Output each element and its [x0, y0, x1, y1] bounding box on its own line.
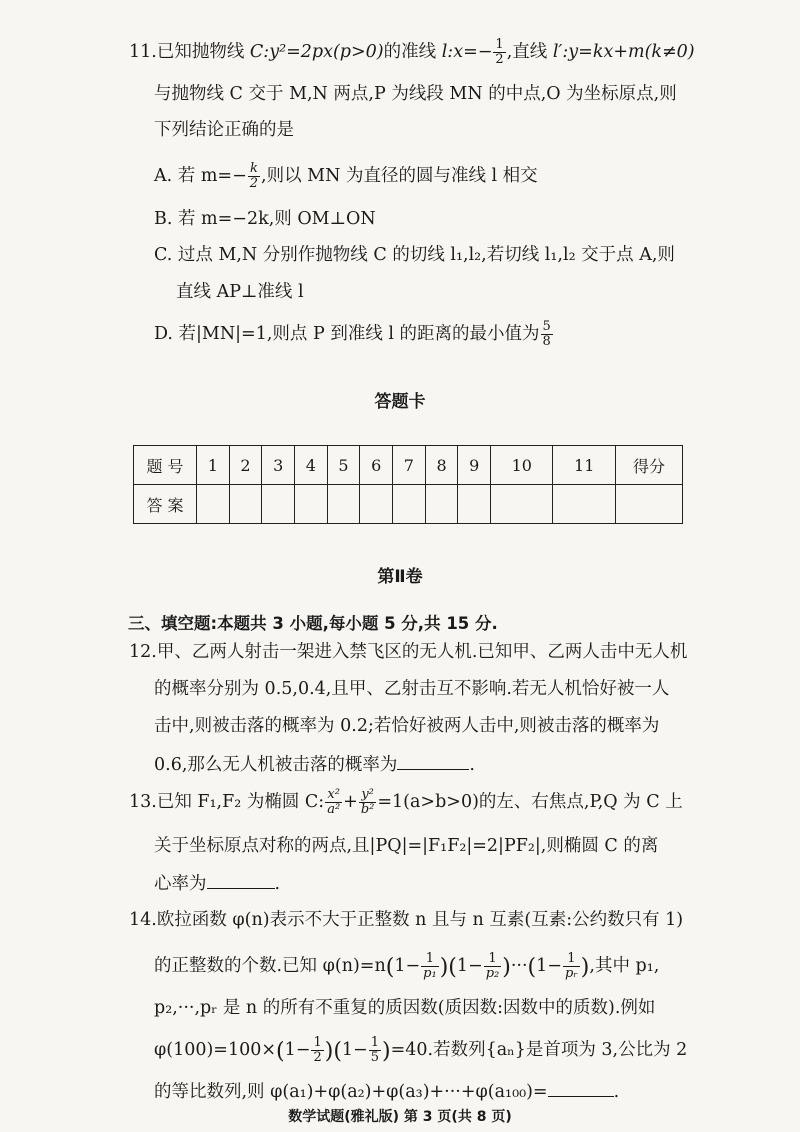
answer-input-cell[interactable]: [262, 485, 295, 524]
page-footer: 数学试题(雅礼版) 第 3 页(共 8 页): [288, 1109, 512, 1125]
section-title: 第Ⅱ卷: [377, 567, 423, 587]
answer-card-table: [133, 445, 683, 524]
fill-in-heading: 三、填空题:本题共 3 小题,每小题 5 分,共 15 分.: [128, 614, 498, 633]
header-label-cell: 题 号: [134, 446, 197, 485]
number-cell: 1: [197, 446, 230, 485]
number-cell: 9: [458, 446, 491, 485]
q13-fraction-x: $\frac{\text{x²}}{\text{a²}}$: [327, 787, 341, 817]
answer-input-cell[interactable]: [553, 485, 616, 524]
number-cell: 3: [262, 446, 295, 485]
q12-line-1: 12.甲、乙两人射击一架进入禁飞区的无人机.已知甲、乙两人击中无人机: [129, 642, 688, 662]
q11-option-d: D. 若|MN|=1,则点 P 到准线 l 的距离的最小值为 $\frac{5}{8}$: [154, 319, 551, 349]
score-input-cell[interactable]: [616, 485, 683, 524]
q11-option-b: B. 若 m=−2k,则 OM⊥ON: [154, 209, 376, 229]
q14-line-2: 的正整数的个数.已知 φ(n)=n(1− $\frac{1}{\text{p₁}}$ )(1− $\frac{1}{\text{p₂}}$ )···(1− $\frac{1}{\text{pᵣ}}$ ),其中 p₁,: [154, 951, 660, 981]
number-cell: 8: [425, 446, 458, 485]
q13-line-2: 关于坐标原点对称的两点,且|PQ|=|F₁F₂|=2|PF₂|,则椭圆 C 的离: [154, 836, 659, 856]
q13-line-1: 13.已知 F₁,F₂ 为椭圆 C: $\frac{\text{x²}}{\text{a²}}$ + $\frac{\text{y²}}{\text{b²}}$ =1(a>b>0)的左、右焦点,P,Q 为 C 上: [129, 787, 683, 817]
q12-answer-blank[interactable]: [397, 751, 469, 770]
option-d-fraction: $\frac{5}{8}$: [542, 319, 551, 349]
q12-line-3: 击中,则被击落的概率为 0.2;若恰好被两人击中,则被击落的概率为: [154, 716, 660, 736]
answer-card-title: 答题卡: [374, 392, 426, 412]
q14-line-3: p₂,···,pᵣ 是 n 的所有不重复的质因数(质因数:因数中的质数).例如: [154, 998, 656, 1018]
q12-line-4: 0.6,那么无人机被击落的概率为 .: [154, 751, 475, 777]
answer-input-cell[interactable]: [458, 485, 491, 524]
answer-input-cell[interactable]: [327, 485, 360, 524]
number-cell: 10: [491, 446, 553, 485]
q11-option-c-line-2: 直线 AP⊥准线 l: [176, 282, 304, 302]
q14-fraction-p2: $\frac{1}{\text{p₂}}$: [485, 951, 500, 981]
q11-line-2: 与抛物线 C 交于 M,N 两点,P 为线段 MN 的中点,O 为坐标原点,则: [154, 84, 677, 104]
q14-fraction-half: $\frac{1}{2}$: [313, 1035, 322, 1065]
score-label-cell: 得分: [616, 446, 683, 485]
answer-label-cell: 答 案: [134, 485, 197, 524]
q13-fraction-y: $\frac{\text{y²}}{\text{b²}}$: [360, 787, 375, 817]
option-a-fraction: $\frac{k}{2}$: [249, 161, 259, 191]
q11-line-3: 下列结论正确的是: [154, 120, 294, 140]
q14-fraction-p1: $\frac{1}{\text{p₁}}$: [423, 951, 437, 981]
q14-line-5: 的等比数列,则 φ(a₁)+φ(a₂)+φ(a₃)+···+φ(a₁₀₀)= .: [154, 1078, 619, 1104]
number-cell: 11: [553, 446, 616, 485]
answer-input-cell[interactable]: [197, 485, 230, 524]
q12-line-2: 的概率分别为 0.5,0.4,且甲、乙射击互不影响.若无人机恰好被一人: [154, 679, 670, 699]
number-cell: 5: [327, 446, 360, 485]
answer-input-cell[interactable]: [295, 485, 328, 524]
q14-answer-blank[interactable]: [548, 1078, 614, 1097]
q11-option-a: A. 若 m=− $\frac{k}{2}$ ,则以 MN 为直径的圆与准线 l 相交: [154, 161, 538, 191]
answer-input-cell[interactable]: [360, 485, 393, 524]
q14-fraction-fifth: $\frac{1}{5}$: [370, 1035, 379, 1065]
table-row: [134, 485, 683, 524]
q14-fraction-pr: $\frac{1}{\text{pᵣ}}$: [564, 951, 578, 981]
number-cell: 7: [393, 446, 426, 485]
answer-input-cell[interactable]: [491, 485, 553, 524]
q13-line-3: 心率为 .: [154, 870, 280, 896]
number-cell: 6: [360, 446, 393, 485]
q14-line-4: φ(100)=100×(1− $\frac{1}{2}$ )(1− $\frac{1}{5}$ )=40.若数列{aₙ}是首项为 3,公比为 2: [154, 1035, 688, 1065]
answer-input-cell[interactable]: [229, 485, 262, 524]
number-cell: 4: [295, 446, 328, 485]
answer-input-cell[interactable]: [393, 485, 426, 524]
q11-option-c-line-1: C. 过点 M,N 分别作抛物线 C 的切线 l₁,l₂,若切线 l₁,l₂ 交于点 A,则: [154, 245, 675, 265]
table-row: [134, 446, 683, 485]
q11-fraction: $\frac{1}{2}$: [495, 37, 504, 67]
q11-line-1: 11.已知抛物线 C:y²=2px(p>0)的准线 l:x=− $\frac{1}{2}$ ,直线 l′:y=kx+m(k≠0): [129, 37, 695, 67]
answer-input-cell[interactable]: [425, 485, 458, 524]
number-cell: 2: [229, 446, 262, 485]
q13-answer-blank[interactable]: [207, 870, 275, 889]
q14-line-1: 14.欧拉函数 φ(n)表示不大于正整数 n 且与 n 互素(互素:公约数只有 1): [129, 910, 684, 930]
